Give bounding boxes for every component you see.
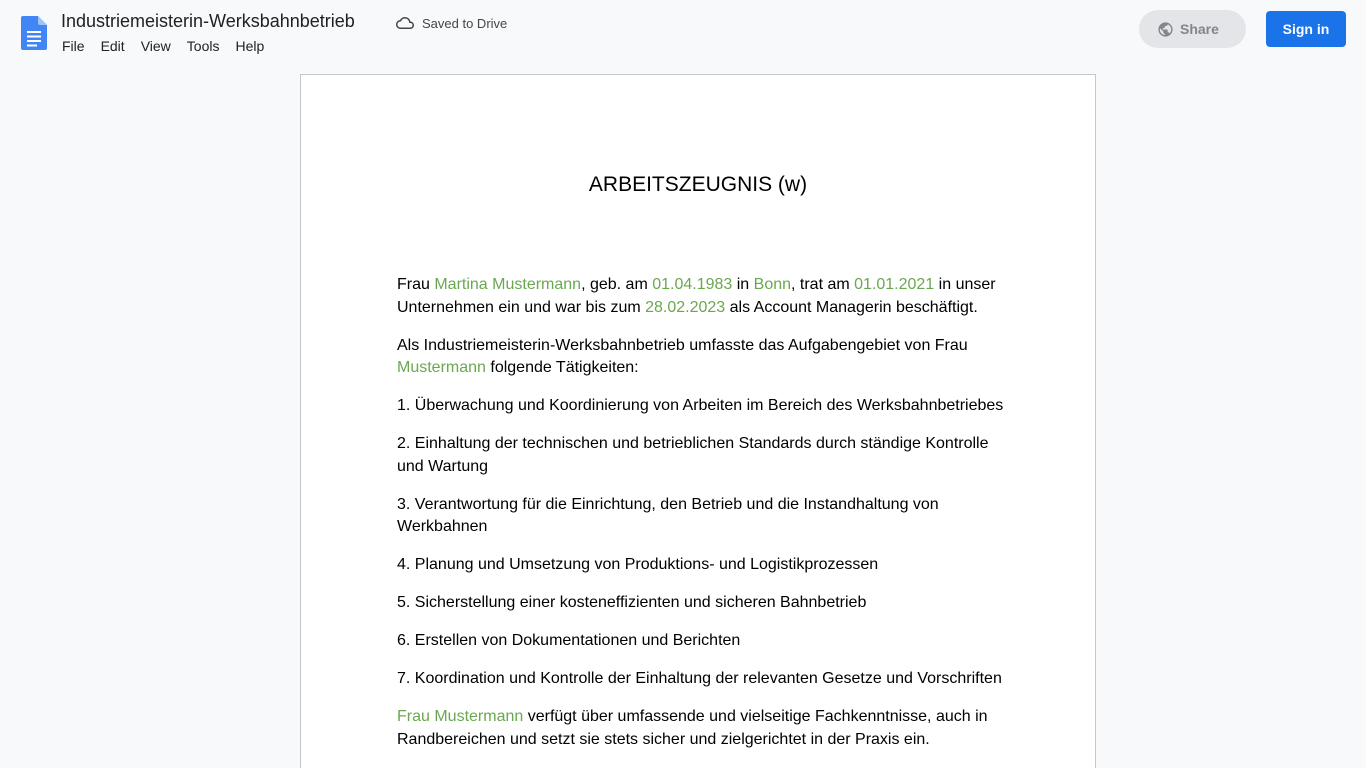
closing-name: Frau Mustermann (397, 708, 524, 725)
menu-help[interactable]: Help (235, 38, 265, 54)
docs-logo-icon[interactable] (21, 16, 47, 50)
task-item: 2. Einhaltung der technischen und betrieblichen Standards durch ständige Kontrolle und Wartung (397, 435, 989, 475)
sign-in-button[interactable]: Sign in (1266, 11, 1346, 47)
task-item: 4. Planung und Umsetzung von Produktions- und Logistikprozessen (397, 556, 879, 573)
birth-date: 01.04.1983 (652, 276, 733, 293)
closing-paragraph: Frau Mustermann verfügt über umfassende und vielseitige Fachkenntnisse, auch in Randbereichen und setzt sie stets sicher und zielgerichtet in der Praxis ein. (397, 708, 988, 748)
task-item: 1. Überwachung und Koordinierung von Arbeiten im Bereich des Werksbahnbetriebes (397, 397, 1004, 414)
app-header (0, 0, 1366, 64)
cloud-done-icon (396, 14, 414, 32)
task-item: 6. Erstellen von Dokumentationen und Berichten (397, 632, 741, 649)
task-item: 3. Verantwortung für die Einrichtung, den Betrieb und die Instandhaltung von Werkbahnen (397, 495, 939, 535)
save-status-label: Saved to Drive (422, 15, 508, 31)
document-heading: ARBEITSZEUGNIS (w) (588, 173, 808, 196)
document-title[interactable]: Industriemeisterin-Werksbahnbetrieb (61, 11, 355, 31)
employee-surname: Mustermann (397, 359, 486, 376)
menu-file[interactable]: File (62, 38, 85, 54)
document-page[interactable] (300, 74, 1096, 768)
task-item: 7. Koordination und Kontrolle der Einhaltung der relevanten Gesetze und Vorschriften (397, 670, 1002, 687)
end-date: 28.02.2023 (645, 298, 726, 316)
menu-tools[interactable]: Tools (186, 38, 220, 54)
menu-bar (62, 38, 264, 54)
start-date: 01.01.2021 (854, 276, 935, 293)
document-body (397, 274, 1007, 767)
menu-view[interactable]: View (140, 38, 171, 54)
birth-place: Bonn (753, 276, 792, 293)
task-item: 5. Sicherstellung einer kosteneffizienten und sicheren Bahnbetrieb (397, 594, 867, 611)
share-label: Share (1180, 21, 1219, 37)
globe-icon (1157, 21, 1174, 38)
intro-paragraph: Frau Martina Mustermann, geb. am 01.04.1983 in Bonn, trat am 01.01.2021 in unser Unternehmen ein und war bis zum 28.02.2023 als Account Managerin beschäftigt. (397, 276, 996, 316)
share-button[interactable] (1139, 10, 1246, 48)
menu-edit[interactable]: Edit (100, 38, 125, 54)
employee-name: Martina Mustermann (434, 276, 582, 293)
save-status[interactable] (396, 14, 507, 32)
tasks-intro-paragraph: Als Industriemeisterin-Werksbahnbetrieb umfasste das Aufgabengebiet von Frau Mustermann folgende Tätigkeiten: (397, 336, 968, 376)
